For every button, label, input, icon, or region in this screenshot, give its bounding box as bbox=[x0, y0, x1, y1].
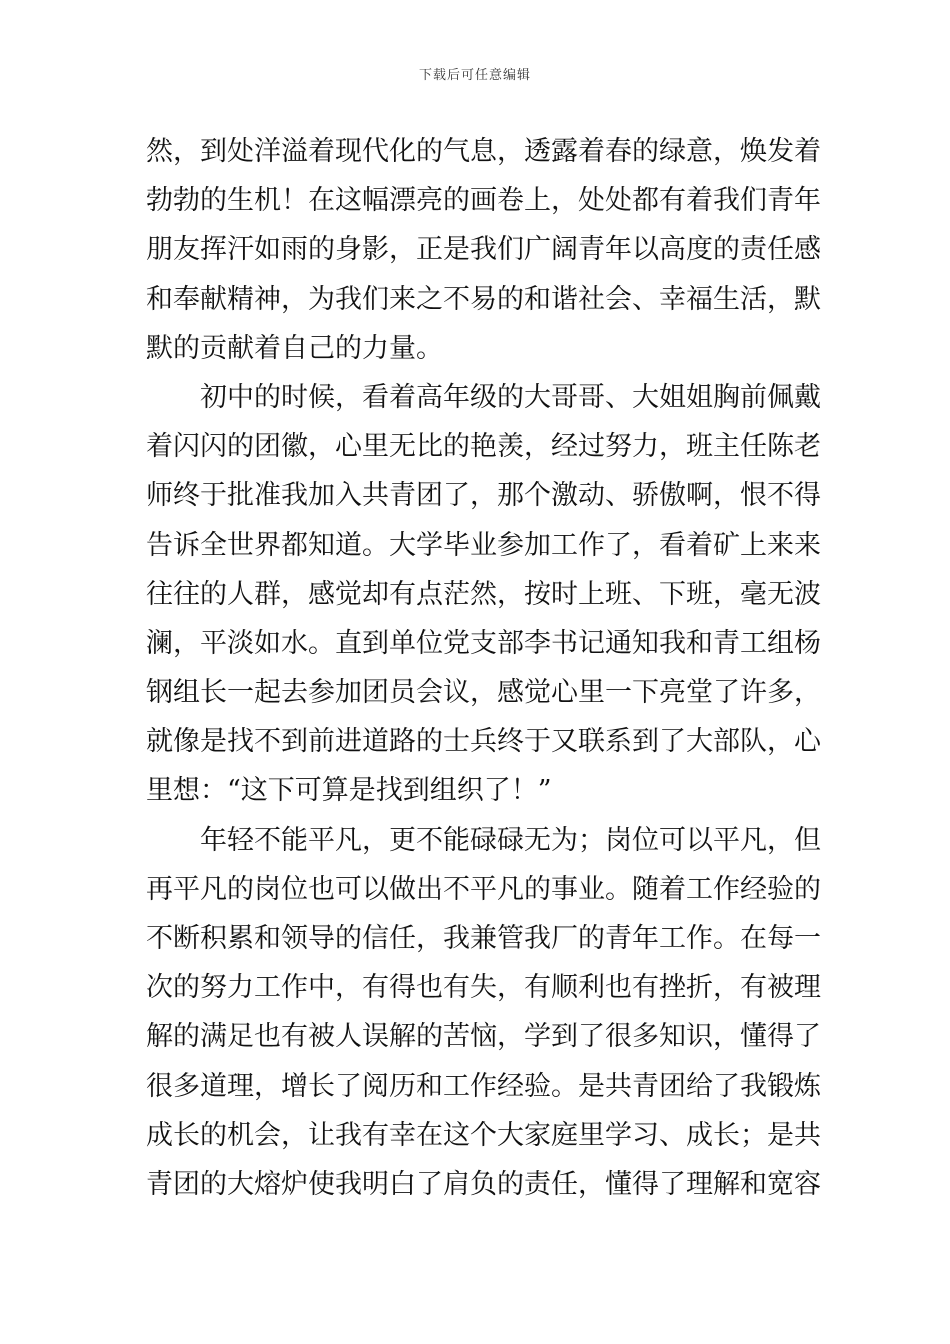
text-line: 青团的大熔炉使我明白了肩负的责任，懂得了理解和宽容 bbox=[146, 1168, 821, 1200]
text-line: 次的努力工作中，有得也有失，有顺利也有挫折，有被理 bbox=[146, 972, 821, 1004]
paragraph-first-line: 年轻不能平凡，更不能碌碌无为；岗位可以平凡，但 bbox=[200, 824, 821, 856]
text-line: 成长的机会，让我有幸在这个大家庭里学习、成长；是共 bbox=[146, 1119, 821, 1151]
page-header: 下载后可任意编辑 bbox=[418, 68, 531, 83]
text-line: 很多道理，增长了阅历和工作经验。是共青团给了我锻炼 bbox=[146, 1070, 821, 1102]
text-line: 就像是找不到前进道路的士兵终于又联系到了大部队，心 bbox=[146, 726, 821, 758]
text-line: 往往的人群，感觉却有点茫然，按时上班、下班，毫无波 bbox=[146, 578, 821, 610]
text-line: 告诉全世界都知道。大学毕业参加工作了，看着矿上来来 bbox=[146, 529, 821, 561]
text-line: 澜，平淡如水。直到单位党支部李书记通知我和青工组杨 bbox=[146, 627, 821, 659]
text-line: 着闪闪的团徽，心里无比的艳羡，经过努力，班主任陈老 bbox=[146, 431, 821, 463]
text-line: 里想：“这下可算是找到组织了！” bbox=[146, 775, 552, 807]
text-line: 勃勃的生机！在这幅漂亮的画卷上，处处都有着我们青年 bbox=[146, 185, 821, 217]
text-line: 师终于批准我加入共青团了，那个激动、骄傲啊，恨不得 bbox=[146, 480, 821, 512]
text-line: 解的满足也有被人误解的苦恼，学到了很多知识，懂得了 bbox=[146, 1021, 821, 1053]
text-line: 朋友挥汗如雨的身影，正是我们广阔青年以高度的责任感 bbox=[146, 234, 821, 266]
paragraph-first-line: 初中的时候，看着高年级的大哥哥、大姐姐胸前佩戴 bbox=[200, 381, 821, 413]
text-line: 默的贡献着自己的力量。 bbox=[146, 332, 443, 364]
text-line: 然，到处洋溢着现代化的气息，透露着春的绿意，焕发着 bbox=[146, 136, 821, 167]
text-line: 和奉献精神，为我们来之不易的和谐社会、幸福生活，默 bbox=[146, 283, 821, 315]
text-line: 再平凡的岗位也可以做出不平凡的事业。随着工作经验的 bbox=[146, 873, 821, 905]
text-line: 不断积累和领导的信任，我兼管我厂的青年工作。在每一 bbox=[146, 923, 821, 954]
document-body bbox=[146, 127, 821, 1209]
text-line: 钢组长一起去参加团员会议，感觉心里一下亮堂了许多， bbox=[146, 677, 821, 709]
